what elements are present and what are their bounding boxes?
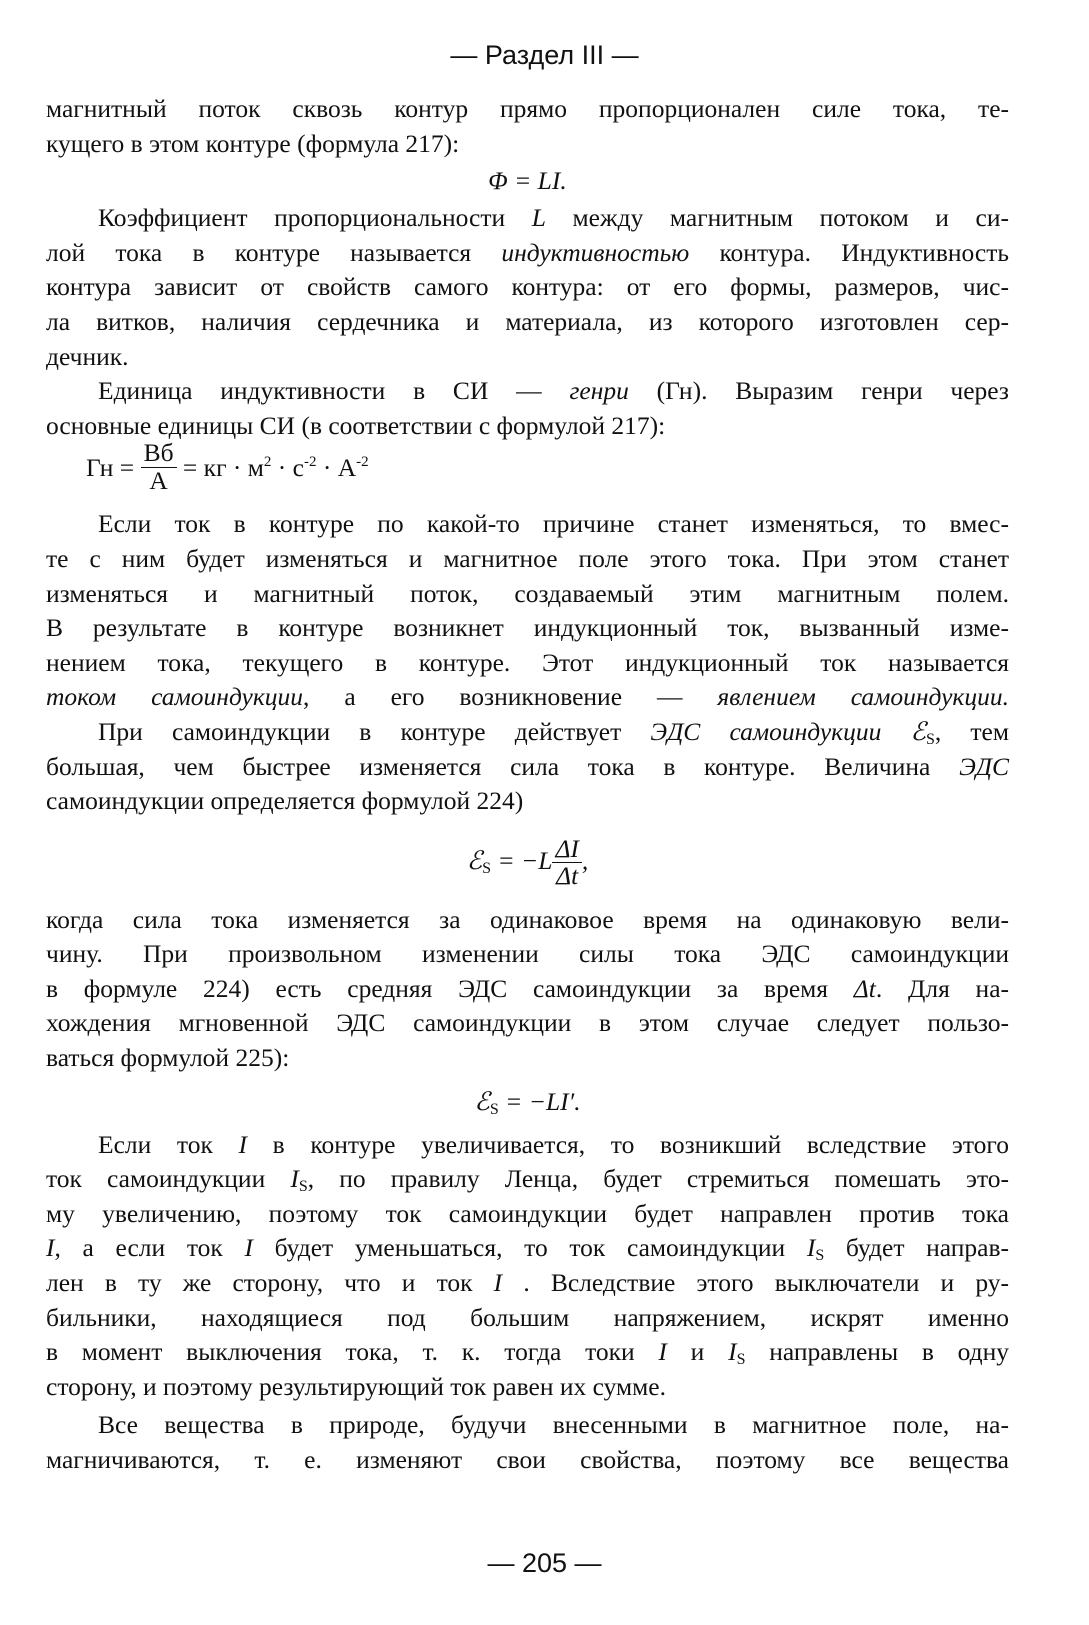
text-line: лен в ту же сторону, что и ток I . Вследствие этого выключатели и ру- [46, 1268, 1009, 1298]
term-self-induction: явлением самоиндукции. [717, 682, 1009, 712]
term-henry: генри [569, 376, 629, 406]
text-line: самоиндукции определяется формулой 224) [46, 786, 524, 816]
text-line: ток самоиндукции $I_S$, по правилу Ленца, будет стремиться помешать это- [46, 1164, 1009, 1196]
text-line: хождения мгновенной ЭДС самоиндукции в этом случае следует пользо- [46, 1008, 1009, 1038]
term-inductance: индуктивностью [501, 237, 690, 267]
text-line: когда сила тока изменяется за одинаковое время на одинаковую вели- [46, 904, 1009, 934]
term-self-induction-emf: ЭДС самоиндукции ℰ [650, 716, 926, 746]
term-self-induction-current: током самоиндукции [46, 682, 304, 712]
text-line: чину. При произвольном изменении силы тока ЭДС самоиндукции [46, 939, 1009, 969]
text-line: ваться формулой 225): [46, 1043, 290, 1073]
text-line: Коэффициент пропорциональности L между магнитным потоком и си- [98, 203, 1010, 233]
text-line: кущего в этом контуре (формула 217): [46, 128, 460, 158]
text-line: нением тока, текущего в контуре. Этот индукционный ток называется [46, 647, 1009, 677]
text-line: дечник. [46, 341, 129, 371]
text-line: в формуле 224) есть средняя ЭДС самоиндукции за время Δt. Для на- [46, 973, 1009, 1003]
formula-225: ℰ$_S$ = −LI′. [474, 1086, 581, 1118]
paragraph-5 [46, 715, 1009, 819]
text-line: му увеличению, поэтому ток самоиндукции будет направлен против тока [46, 1198, 1009, 1228]
paragraph-7 [46, 1128, 1009, 1405]
text-line: Все вещества в природе, будучи внесенными в магнитное поле, на- [98, 1410, 1009, 1440]
text-line: в момент выключения тока, т. к. тогда токи I и $I_S$ направлены в одну [46, 1337, 1009, 1369]
text-line: контура зависит от свойств самого контура: от его формы, размеров, чис- [46, 272, 1009, 302]
text-line: магнитный поток сквозь контур прямо пропорционален силе тока, те- [46, 94, 1009, 123]
text-line: При самоиндукции в контуре действует ЭДС самоиндукции ℰ$_S$, тем [98, 716, 1009, 748]
text-line: бильники, находящиеся под большим напряжением, искрят именно [46, 1302, 1009, 1332]
text-line: сторону, и поэтому результирующий ток равен их сумме. [46, 1371, 666, 1401]
page-number: — 205 — [487, 1548, 602, 1578]
formula-224: ℰ$_S$ = −L $\frac{\Delta I}{\Delta t}$ , [466, 833, 589, 891]
formula-henry-units: Гн = $\frac{Вб}{А}$ = кг · $м^2 \cdot с^{-2} \cdot А^{-2}$ [86, 438, 369, 495]
text-line: ла витков, наличия сердечника и материала, из которого изготовлен сер- [46, 306, 1009, 336]
text-line: В результате в контуре возникнет индукционный ток, вызванный изме- [46, 613, 1009, 643]
text-line: I, а если ток I будет уменьшаться, то ток самоиндукции $I_S$ будет направ- [46, 1233, 1009, 1265]
text-line: лой тока в контуре называется индуктивностью контура. Индуктивность [46, 237, 1009, 267]
paragraph-3 [46, 374, 1009, 443]
formula-217: Φ = LI. [488, 166, 567, 196]
text-line: Если ток в контуре по какой-то причине станет изменяться, то вмес- [98, 509, 1009, 539]
paragraph-8 [46, 1408, 1009, 1477]
running-header: — Раздел III — [450, 40, 639, 70]
text-line: током самоиндукции, а его возникновение — явлением самоиндукции. [46, 682, 1009, 712]
paragraph-4 [46, 507, 1009, 715]
text-line: изменяться и магнитный поток, создаваемый этим магнитным полем. [46, 578, 1009, 608]
text-line: Единица индуктивности в СИ — генри (Гн). Выразим генри через [98, 376, 1009, 406]
paragraph-2 [46, 201, 1009, 374]
text-line: магничиваются, т. е. изменяют свои свойства, поэтому все вещества [46, 1445, 1009, 1474]
text-line: основные единицы СИ (в соответствии с формулой 217): [46, 410, 666, 440]
text-line: большая, чем быстрее изменяется сила тока в контуре. Величина ЭДС [46, 751, 1009, 781]
paragraph-6 [46, 903, 1009, 1076]
text-line: те с ним будет изменяться и магнитное поле этого тока. При этом станет [46, 543, 1009, 573]
page-body [46, 92, 1009, 1478]
paragraph-1 [46, 92, 1009, 161]
text-line: Если ток I в контуре увеличивается, то возникший вследствие этого [98, 1129, 1010, 1159]
